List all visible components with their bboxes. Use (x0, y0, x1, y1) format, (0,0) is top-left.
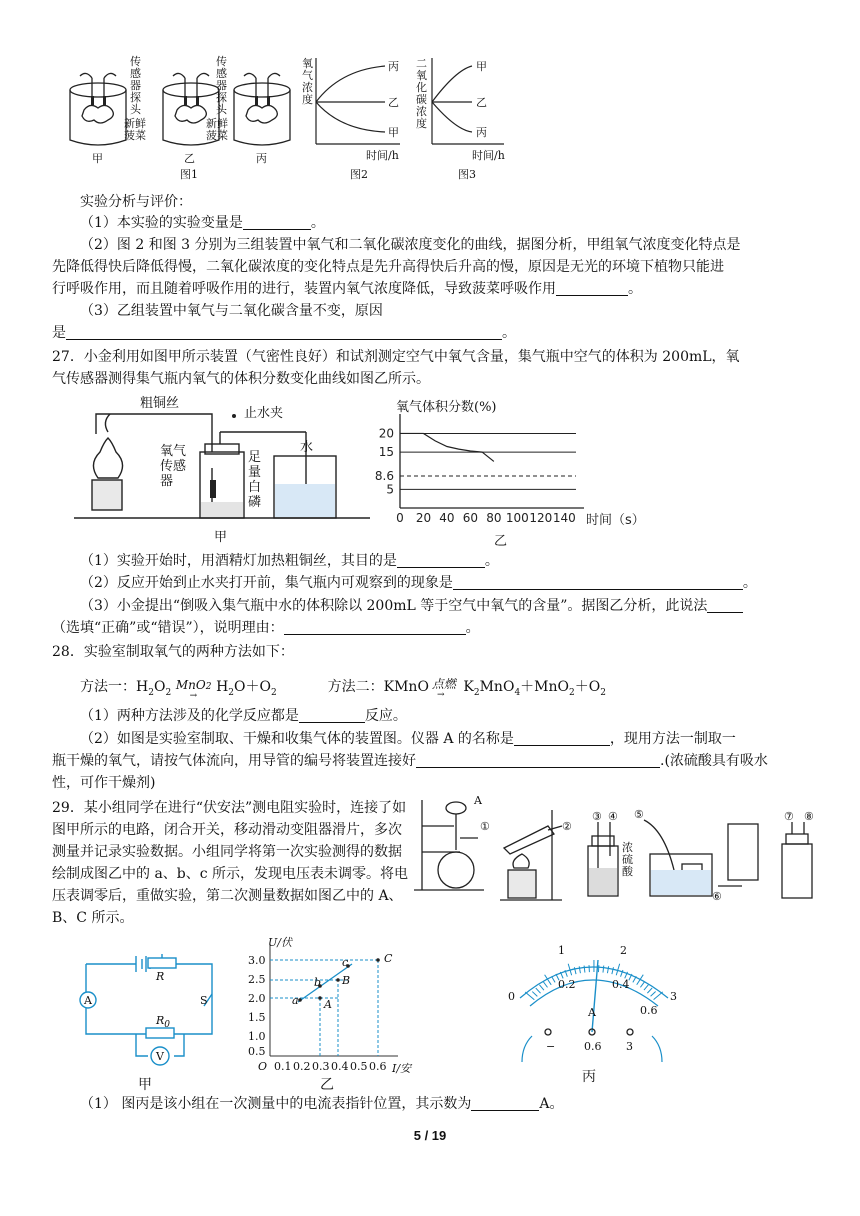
ui-point-C: C (384, 952, 393, 965)
app-label-1: ① (480, 820, 490, 833)
chart-x-tick-label: 20 (415, 511, 432, 525)
chart-x-tick-label: 120 (529, 511, 553, 525)
spinach-label-2: 新鲜菠菜 (206, 117, 228, 142)
ammeter-tick (651, 991, 656, 996)
ui-xtick-3: 0.3 (312, 1060, 330, 1073)
top-figures (60, 52, 520, 180)
q28-methods (52, 670, 816, 707)
page-number: 5 / 19 (413, 1128, 447, 1143)
circuit-caption: 甲 (138, 1077, 152, 1093)
ammeter-tick (539, 985, 543, 990)
ammeter-tick (532, 992, 537, 997)
jar-label-3: 丙 (256, 152, 267, 165)
chart-x-tick-label: 80 (486, 511, 502, 525)
q26-p3-end: 。 (502, 325, 516, 341)
ammeter-tick (640, 982, 644, 988)
label-copper: 粗铜丝 (140, 396, 180, 411)
ui-ytick-10: 1.0 (248, 1030, 266, 1043)
chart-x-tick-label: 140 (552, 511, 576, 525)
circuit-R-label: R (156, 970, 165, 983)
circuit-V-label: V (156, 1050, 164, 1063)
q28-p2a-blank[interactable] (514, 729, 610, 746)
q26-p3b-text: 是 (52, 325, 66, 341)
fig2-ylabel: 氧气浓度 (302, 57, 313, 106)
q27-l2: 气传感器测得集气瓶内氧气的体积分数变化曲线如图乙所示。 (52, 371, 430, 387)
sensor-label-2: 传感器探头 (216, 55, 227, 116)
meter-term-3: 3 (626, 1040, 633, 1053)
q29-ammeter (500, 940, 700, 1090)
q28-p2a-text: （2）如图是实验室制取、干燥和收集气体的装置图。仪器 A 的名称是 (80, 731, 514, 747)
q27-apparatus-drawing (74, 392, 370, 542)
chart-y-tick-label: 8.6 (374, 468, 394, 483)
fig1-caption: 图1 (180, 168, 198, 181)
app-label-2: ② (562, 820, 572, 833)
ui-xtick-5: 0.5 (350, 1060, 368, 1073)
app-label-8: ⑧ (804, 810, 814, 823)
chart-y-tick-label: 5 (386, 482, 394, 497)
ui-ytick-05: 0.5 (248, 1045, 266, 1058)
ui-xtick-4: 0.4 (331, 1060, 349, 1073)
ammeter-tick (612, 967, 614, 974)
q27-p2-end: 。 (742, 575, 757, 591)
circuit-S-label: S (200, 994, 208, 1007)
q29-p1 (52, 1094, 816, 1115)
fig2-curve-jia: 甲 (388, 126, 399, 139)
chart-x-tick-label: 0 (396, 511, 404, 525)
app-label-5: ⑤ (634, 808, 644, 821)
chart-x-label: 时间（s） (586, 513, 640, 528)
q26-p1-end: 。 (310, 215, 325, 231)
q28-p2c-blank[interactable] (416, 751, 660, 768)
method1: 方法一：$H_2O_2$ MnO2 → $H_2O+O_2$ (80, 678, 277, 701)
q26-heading: 实验分析与评价： (80, 194, 192, 210)
label-clamp: 止水夹 (244, 406, 284, 421)
chart-x-tick-label: 100 (505, 511, 529, 525)
q28-l1: 28．实验室制取氧气的两种方法如下： (52, 644, 294, 660)
meter-outer-0: 0 (508, 990, 515, 1003)
app-label-6: ⑥ (712, 890, 722, 903)
circuit-drawing (76, 944, 226, 1072)
ammeter-tick (654, 992, 663, 1000)
ui-ytick-20: 2.0 (248, 992, 266, 1005)
ui-xtick-6: 0.6 (369, 1060, 387, 1073)
ui-origin: O (258, 1060, 268, 1073)
q27-p2-text: （2）反应开始到止水夹打开前，集气瓶内可观察到的现象是 (80, 575, 453, 591)
q26-p1-blank[interactable] (243, 213, 311, 230)
chart-x-tick-label: 40 (439, 511, 455, 525)
fig1-jars (60, 52, 520, 180)
q28-p2d-text: .(浓硫酸具有吸水 (660, 753, 768, 769)
ui-xtick-2: 0.2 (293, 1060, 311, 1073)
oxygen-chart (370, 396, 640, 546)
ui-point-A: A (324, 998, 332, 1011)
q26-p2c (52, 279, 816, 300)
q27-p2-blank[interactable] (453, 573, 743, 590)
q29-p1-blank[interactable] (471, 1094, 539, 1111)
ui-point-a: a (292, 994, 299, 1007)
q26-p2b: 先降低得快后降低得慢，二氧化碳浓度的变化特点是先升高得快后升高的慢，原因是无光的环境下植物只能进 (52, 259, 724, 275)
q27-p3b (52, 618, 816, 639)
ui-ytick-30: 3.0 (248, 954, 266, 967)
q27-p3a-blank[interactable] (707, 596, 743, 613)
q26-p2-blank[interactable] (556, 279, 628, 296)
label-sensor: 氧气传感器 (160, 444, 187, 489)
meter-outer-1: 1 (558, 944, 565, 957)
ui-ytick-25: 2.5 (248, 973, 266, 986)
ammeter-tick (644, 985, 648, 990)
label-jia: 甲 (214, 530, 228, 545)
sensor-label-1: 传感器探头 (130, 55, 141, 116)
chart-y-tick-label: 20 (378, 426, 394, 441)
meter-term-minus: − (546, 1040, 556, 1053)
ui-ylabel: U/伏 (268, 936, 292, 949)
q26-p2c-text: 行呼吸作用，而且随着呼吸作用的进行，装置内氧气浓度降低，导致菠菜呼吸作用 (52, 281, 556, 297)
ui-ytick-15: 1.5 (248, 1011, 266, 1024)
fig2-caption: 图2 (350, 168, 368, 181)
fig2-curve-bing: 丙 (388, 60, 399, 73)
q27-p3b-blank[interactable] (284, 618, 466, 635)
q26-p1 (52, 213, 816, 234)
ammeter-tick (536, 988, 541, 993)
fig2-curve-yi: 乙 (388, 96, 399, 109)
q28-p2c (52, 751, 816, 772)
q29-ui-graph (248, 936, 418, 1093)
app-label-3: ③ (592, 810, 602, 823)
jar-label-2: 乙 (184, 152, 195, 165)
app-label-7: ⑦ (784, 810, 794, 823)
meter-outer-2: 2 (620, 944, 627, 957)
method2: 方法二：KMnO 点燃 → $K_2MnO_4+MnO_2+O_2$ (327, 677, 606, 700)
q28-p1-text: （1）两种方法涉及的化学反应都是 (80, 708, 299, 724)
ammeter-tick (525, 992, 534, 1000)
ammeter-tick (616, 964, 619, 976)
chart-y-tick-label: 15 (378, 445, 394, 460)
chart-series-line (400, 433, 494, 461)
circuit-R0-label: $R_0$ (156, 1014, 171, 1031)
acid-label: 浓硫酸 (622, 841, 633, 878)
q27-p1-text: （1）实验开始时，用酒精灯加热粗铜丝，其目的是 (80, 553, 397, 569)
q29-text: 29．某小组同学在进行“伏安法”测电阻实验时，连接了如图甲所示的电路，闭合开关，移动滑动变阻器滑片，多次测量并记录实验数据。小组同学将第一次实验测得的数据绘制成图乙中的 a、b、c 所示，发现电压表未调零。将电压表调零后，重做实验，第二次测量数据如图乙中的 A、B、C 所示。 (52, 800, 409, 926)
ammeter-tick (552, 976, 555, 982)
q26-p2a: （2）图 2 和图 3 分别为三组装置中氧气和二氧化碳浓度变化的曲线，据图分析，甲组氧气浓度变化特点是 (80, 237, 741, 253)
fig3-curve-jia: 甲 (476, 60, 487, 73)
meter-inner-04: 0.4 (612, 978, 630, 991)
ammeter-tick (647, 988, 652, 993)
q26-p2-end: 。 (628, 281, 642, 297)
app-label-4: ④ (608, 810, 618, 823)
q27-chart (370, 396, 640, 549)
q28-p1-end: 反应。 (364, 708, 407, 724)
chart-ylabel: 氧气体积分数(%) (396, 400, 497, 415)
q29-circuit (76, 944, 226, 1093)
ammeter-tick (584, 966, 585, 973)
ammeter-tick (543, 982, 547, 988)
ui-xtick-1: 0.1 (274, 1060, 292, 1073)
q28-p2a (52, 729, 816, 750)
q28-p2b-text: ，现用方法一制取一 (609, 731, 736, 747)
meter-caption: 丙 (582, 1069, 596, 1085)
q28-p2e: 性，可作干燥剂) (52, 775, 156, 791)
ui-xlabel: I/安 (392, 1062, 412, 1075)
fig3-axes (432, 58, 504, 144)
app-label-A: A (474, 794, 482, 807)
jar-label-1: 甲 (92, 152, 103, 165)
q28-p1 (52, 706, 816, 727)
q28-apparatus (412, 790, 832, 906)
q26-p1-text: （1）本实验的实验变量是 (80, 215, 243, 231)
fig3-curve-yi: 乙 (476, 96, 487, 109)
ammeter-tick (607, 966, 608, 973)
ui-caption: 乙 (320, 1077, 334, 1093)
meter-unit: A (588, 1006, 596, 1019)
ammeter-tick (637, 975, 644, 985)
ammeter-tick (603, 966, 604, 973)
fig3-xlabel: 时间/h (472, 149, 505, 162)
q28-p1-blank[interactable] (299, 706, 365, 723)
q27-apparatus (74, 392, 370, 545)
ui-point-c: c (342, 956, 349, 969)
fig2-xlabel: 时间/h (366, 149, 399, 162)
circuit-A-label: A (84, 994, 92, 1007)
q27-p1 (52, 551, 816, 572)
label-phosphorus: 足量白磷 (248, 450, 262, 510)
q29-p1-text: （1） 图丙是该小组在一次测量中的电流表指针位置，其示数为 (80, 1096, 472, 1112)
q27-p3b-text: （选填“正确”或“错误”），说明理由： (52, 620, 284, 636)
q27-p3a (52, 596, 816, 617)
q26-p3b (52, 323, 816, 344)
fig3-ylabel: 二氧化碳浓度 (416, 57, 427, 130)
chart-caption: 乙 (494, 534, 508, 549)
q28-p2c-text: 瓶干燥的氧气，请按气体流向，用导管的编号将装置连接好 (52, 753, 416, 769)
q27-p3-end: 。 (465, 620, 480, 636)
ui-point-B: B (342, 974, 351, 987)
label-water: 水 (300, 440, 314, 455)
q26-p3-blank[interactable] (66, 323, 502, 340)
q26-p3a: （3）乙组装置中氧气与二氧化碳含量不变，原因 (80, 303, 383, 319)
ammeter-drawing (500, 940, 700, 1090)
catalyst-label: MnO (175, 678, 206, 692)
meter-term-06: 0.6 (584, 1040, 602, 1053)
condition-label: 点燃 (431, 677, 456, 691)
meter-inner-02: 0.2 (558, 978, 576, 991)
q27-p1-end: 。 (484, 553, 499, 569)
meter-inner-06: 0.6 (640, 1004, 658, 1017)
meter-outer-3: 3 (670, 990, 677, 1003)
fig3-caption: 图3 (458, 168, 476, 181)
fig3-curve-bing: 丙 (476, 126, 487, 139)
q27-p1-blank[interactable] (397, 551, 485, 568)
q27-l1: 27．小金利用如图甲所示装置（气密性良好）和试剂测定空气中氧气含量，集气瓶中空气的体积为 200mL，氧 (52, 349, 740, 365)
spinach-label-1: 新鲜菠菜 (124, 117, 146, 142)
q27-p2 (52, 573, 816, 594)
chart-x-tick-label: 60 (462, 511, 479, 525)
q29-p1-end: A。 (539, 1096, 564, 1112)
q27-p3a-text: （3）小金提出“倒吸入集气瓶中水的体积除以 200mL 等于空气中氧气的含量”。据图乙分析，此说法 (80, 598, 708, 614)
ui-point-b: b (314, 976, 322, 989)
